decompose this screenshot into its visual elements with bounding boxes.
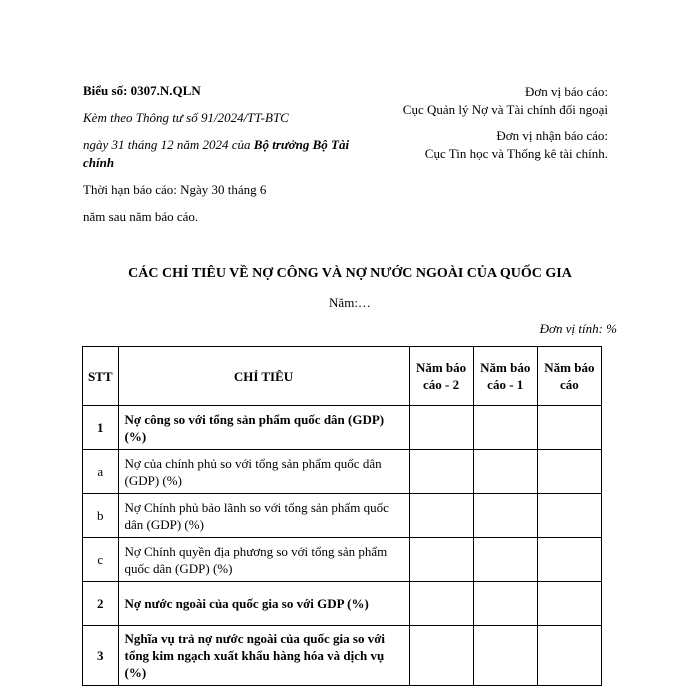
header-stt: STT	[83, 347, 119, 406]
value-cell[interactable]	[537, 626, 601, 686]
value-cell[interactable]	[409, 406, 473, 450]
reporter-name: Cục Quản lý Nợ và Tài chính đối ngoại	[402, 102, 608, 117]
header-year-minus-1: Năm báo cáo - 1	[473, 347, 537, 406]
value-cell[interactable]	[473, 538, 537, 582]
table-row	[83, 626, 602, 686]
value-cell[interactable]	[537, 450, 601, 494]
value-cell[interactable]	[537, 538, 601, 582]
row-indicator: Nợ Chính quyền địa phương so với tổng sản phẩm quốc dân (GDP) (%)	[118, 538, 409, 582]
deadline-line-2: năm sau năm báo cáo.	[83, 209, 199, 224]
circular-date	[83, 136, 358, 172]
row-indicator: Nợ nước ngoài của quốc gia so với GDP (%)	[118, 582, 409, 626]
row-stt: 3	[83, 626, 119, 686]
header-report-year: Năm báo cáo	[537, 347, 601, 406]
receiver-label: Đơn vị nhận báo cáo:	[496, 128, 608, 143]
row-stt: a	[83, 450, 119, 494]
row-indicator: Nợ Chính phủ bảo lãnh so với tổng sản phẩm quốc dân (GDP) (%)	[118, 494, 409, 538]
value-cell[interactable]	[473, 450, 537, 494]
header-indicator: CHỈ TIÊU	[118, 347, 409, 406]
header-year-minus-2: Năm báo cáo - 2	[409, 347, 473, 406]
receiver-name: Cục Tin học và Thống kê tài chính.	[424, 146, 608, 161]
document-title: CÁC CHỈ TIÊU VỀ NỢ CÔNG VÀ NỢ NƯỚC NGOÀI CỦA QUỐC GIA	[128, 266, 572, 281]
indicators-table	[82, 346, 602, 686]
value-cell[interactable]	[409, 494, 473, 538]
table-row	[83, 450, 602, 494]
value-cell[interactable]	[409, 626, 473, 686]
issuer-text: Bộ trưởng Bộ Tài chính	[83, 137, 350, 170]
value-cell[interactable]	[409, 582, 473, 626]
row-stt: 2	[83, 582, 119, 626]
value-cell[interactable]	[537, 582, 601, 626]
table-row	[83, 538, 602, 582]
form-number: Biểu số: 0307.N.QLN	[83, 83, 201, 98]
row-stt: c	[83, 538, 119, 582]
row-stt: 1	[83, 406, 119, 450]
value-cell[interactable]	[537, 406, 601, 450]
value-cell[interactable]	[473, 582, 537, 626]
unit-label: Đơn vị tính: %	[539, 321, 617, 336]
value-cell[interactable]	[473, 406, 537, 450]
value-cell[interactable]	[473, 494, 537, 538]
circular-reference: Kèm theo Thông tư số 91/2024/TT-BTC	[83, 110, 289, 125]
year-line: Năm:…	[329, 295, 371, 310]
table-header-row	[83, 347, 602, 406]
table-row	[83, 406, 602, 450]
form-header-right	[393, 83, 608, 171]
value-cell[interactable]	[473, 626, 537, 686]
value-cell[interactable]	[409, 538, 473, 582]
row-indicator: Nợ của chính phủ so với tổng sản phẩm quốc dân (GDP) (%)	[118, 450, 409, 494]
row-indicator: Nghĩa vụ trả nợ nước ngoài của quốc gia so với tổng kim ngạch xuất khẩu hàng hóa và dịch vụ (%)	[118, 626, 409, 686]
row-stt: b	[83, 494, 119, 538]
row-indicator: Nợ công so với tổng sản phẩm quốc dân (GDP) (%)	[118, 406, 409, 450]
value-cell[interactable]	[537, 494, 601, 538]
value-cell[interactable]	[409, 450, 473, 494]
reporter-label: Đơn vị báo cáo:	[524, 84, 608, 99]
table-row	[83, 582, 602, 626]
form-header-left	[83, 82, 358, 235]
table-row	[83, 494, 602, 538]
deadline-line-1: Thời hạn báo cáo: Ngày 30 tháng 6	[83, 182, 267, 197]
circular-date-text: ngày 31 tháng 12 năm 2024 của	[83, 137, 254, 152]
